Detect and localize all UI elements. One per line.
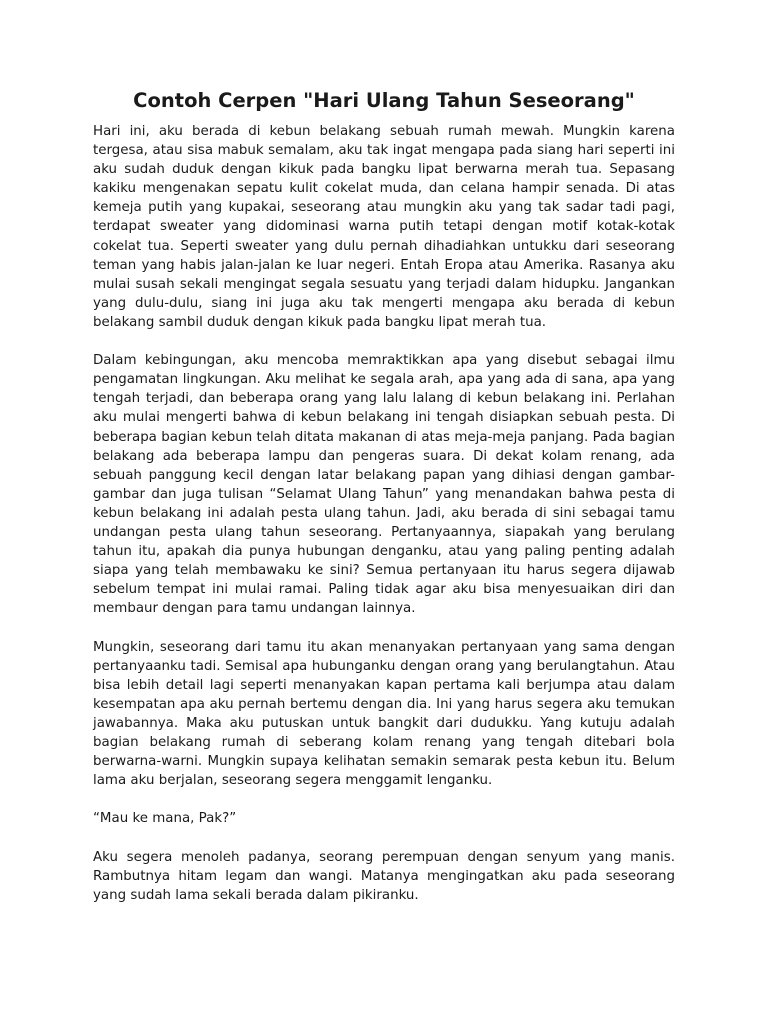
paragraph-1: Hari ini, aku berada di kebun belakang sebuah rumah mewah. Mungkin karena tergesa, atau sisa mabuk semalam, aku tak ingat mengapa pada siang hari seperti ini aku sudah duduk dengan kikuk pada bangku lipat berwarna merah tua. Sepasang kakiku mengenakan sepatu kulit cokelat muda, dan celana hampir senada. Di atas kemeja putih yang kupakai, seseorang atau mungkin aku yang tak sadar tadi pagi, terdapat sweater yang didominasi warna putih tetapi dengan motif kotak-kotak cokelat tua. Seperti sweater yang dulu pernah dihadiahkan untukku dari seseorang teman yang habis jalan-jalan ke luar negeri. Entah Eropa atau Amerika. Rasanya aku mulai susah sekali mengingat segala sesuatu yang terjadi dalam hidupku. Jangankan yang dulu-dulu, siang ini juga aku tak mengerti mengapa aku berada di kebun belakang sambil duduk dengan kikuk pada bangku lipat merah tua. (93, 124, 675, 330)
paragraph-2: Dalam kebingungan, aku mencoba memraktikkan apa yang disebut sebagai ilmu pengamatan lingkungan. Aku melihat ke segala arah, apa yang ada di sana, apa yang tengah terjadi, dan beberapa orang yang lalu lalang di kebun belakang ini. Perlahan aku mulai mengerti bahwa di kebun belakang ini tengah disiapkan sebuah pesta. Di beberapa bagian kebun telah ditata makanan di atas meja-meja panjang. Pada bagian belakang ada beberapa lampu dan pengeras suara. Di dekat kolam renang, ada sebuah panggung kecil dengan latar belakang papan yang dihiasi dengan gambar-gambar dan juga tulisan “Selamat Ulang Tahun” yang menandakan bahwa pesta di kebun belakang ini adalah pesta ulang tahun. Jadi, aku berada di sini sebagai tamu undangan pesta ulang tahun seseorang. Pertanyaannya, siapakah yang berulang tahun itu, apakah dia punya hubungan denganku, atau yang paling penting adalah siapa yang telah membawaku ke sini? Semua pertanyaan itu harus segera dijawab sebelum tempat ini mulai ramai. Paling tidak agar aku bisa menyesuaikan diri dan membaur dengan para tamu undangan lainnya. (93, 353, 675, 617)
document-title: Contoh Cerpen "Hari Ulang Tahun Seseorang" (133, 89, 635, 112)
paragraph-3: Mungkin, seseorang dari tamu itu akan menanyakan pertanyaan yang sama dengan pertanyaanku tadi. Semisal apa hubunganku dengan orang yang berulangtahun. Atau bisa lebih detail lagi seperti menanyakan kapan pertama kali berjumpa atau dalam kesempatan apa aku pernah bertemu dengan dia. Ini yang harus segera aku temukan jawabannya. Maka aku putuskan untuk bangkit dari dudukku. Yang kutuju adalah bagian belakang rumah di seberang kolam renang yang tengah ditebari bola berwarna-warni. Mungkin supaya kelihatan semakin semarak pesta kebun itu. Belum lama aku berjalan, seseorang segera menggamit lenganku. (93, 639, 675, 789)
paragraph-5: Aku segera menoleh padanya, seorang perempuan dengan senyum yang manis. Rambutnya hitam legam dan wangi. Matanya mengingatkan aku pada seseorang yang sudah lama sekali berada dalam pikiranku. (93, 849, 675, 903)
paragraph-4-dialogue: “Mau ke mana, Pak?” (93, 811, 237, 827)
